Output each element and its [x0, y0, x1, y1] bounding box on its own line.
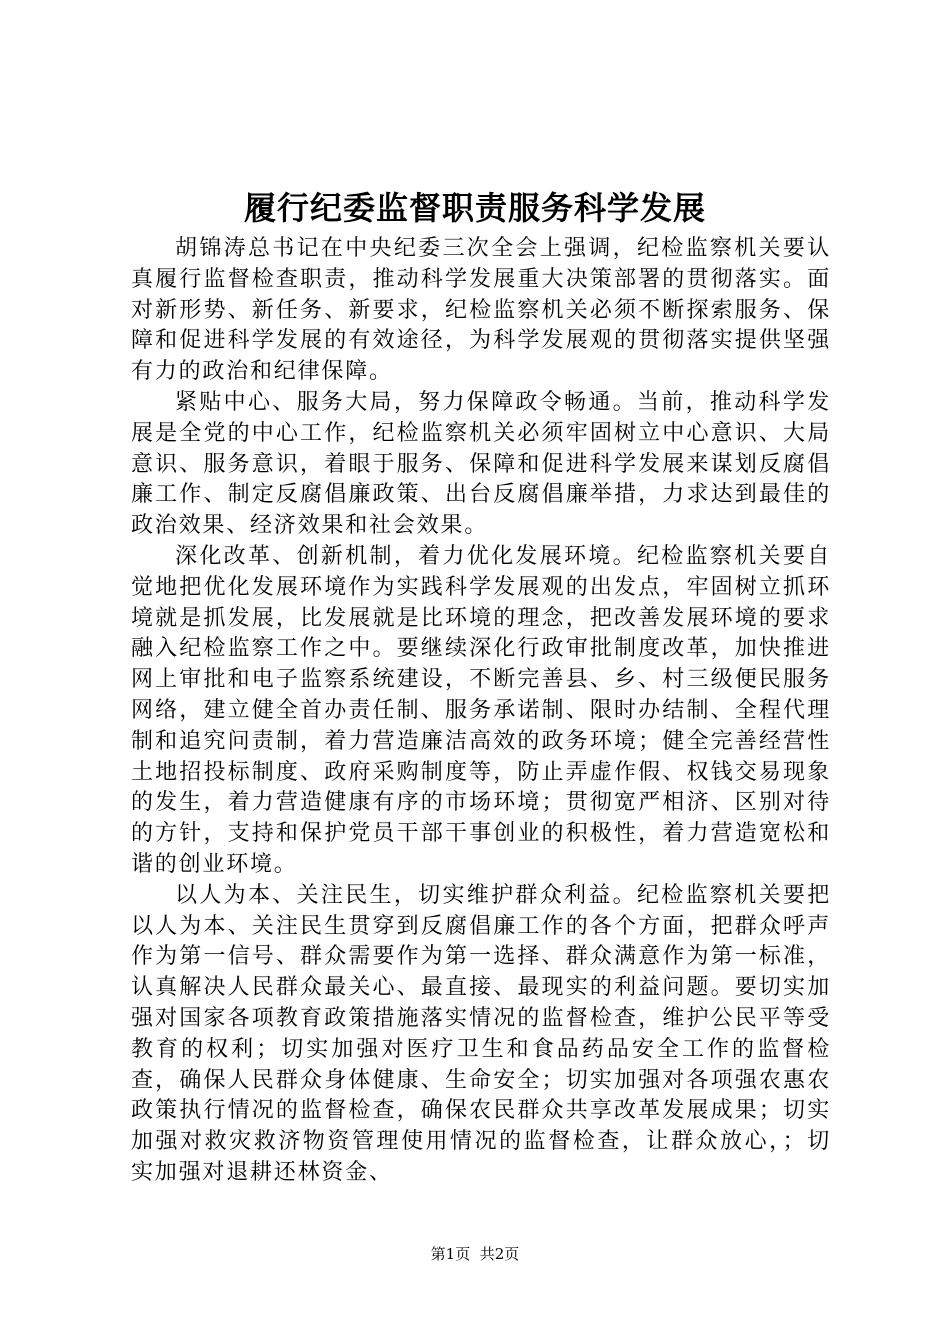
paragraph: 以人为本、关注民生，切实维护群众利益。纪检监察机关要把以人为本、关注民生贯穿到反腐倡廉工作的各个方面，把群众呼声作为第一信号、群众需要作为第一选择、群众满意作为第一标准，认真解决人民群众最关心、最直接、最现实的利益问题。要切实加强对国家各项教育政策措施落实情况的监督检查，维护公民平等受教育的权利；切实加强对医疗卫生和食品药品安全工作的监督检查，确保人民群众身体健康、生命安全；切实加强对各项强农惠农政策执行情况的监督检查，确保农民群众共享改革发展成果；切实加强对救灾救济物资管理使用情况的监督检查，让群众放心，；切实加强对退耕还林资金、: [131, 882, 831, 1185]
footer-separator: [470, 1245, 480, 1263]
paragraph: 胡锦涛总书记在中央纪委三次全会上强调，纪检监察机关要认真履行监督检查职责，推动科学发展重大决策部署的贯彻落实。面对新形势、新任务、新要求，纪检监察机关必须不断探索服务、保障和促进科学发展的有效途径，为科学发展观的贯彻落实提供坚强有力的政治和纪律保障。: [131, 236, 831, 385]
paragraph: 紧贴中心、服务大局，努力保障政令畅通。当前，推动科学发展是全党的中心工作，纪检监察机关必须牢固树立中心意识、大局意识、服务意识，着眼于服务、保障和促进科学发展来谋划反腐倡廉工作、制定反腐倡廉政策、出台反腐倡廉举措，力求达到最佳的政治效果、经济效果和社会效果。: [131, 389, 831, 539]
document-body: [131, 234, 831, 1189]
paragraph: 深化改革、创新机制，着力优化发展环境。纪检监察机关要自觉地把优化发展环境作为实践科学发展观的出发点，牢固树立抓环境就是抓发展，比发展就是比环境的理念，把改善发展环境的要求融入纪检监察工作之中。要继续深化行政审批制度改革，加快推进网上审批和电子监察系统建设，不断完善县、乡、村三级便民服务网络，建立健全首办责任制、服务承诺制、限时办结制、全程代理制和追究问责制，着力营造廉洁高效的政务环境；健全完善经营性土地招投标制度、政府采购制度等，防止弄虚作假、权钱交易现象的发生，着力营造健康有序的市场环境；贯彻宽严相济、区别对待的方针，支持和保护党员干部干事创业的积极性，着力营造宽松和谐的创业环境。: [131, 543, 831, 877]
page-total: 共2页: [479, 1245, 520, 1263]
page-number: 第1页: [430, 1245, 471, 1263]
page-footer: [0, 1244, 950, 1264]
document-title: 履行纪委监督职责服务科学发展: [243, 189, 706, 227]
